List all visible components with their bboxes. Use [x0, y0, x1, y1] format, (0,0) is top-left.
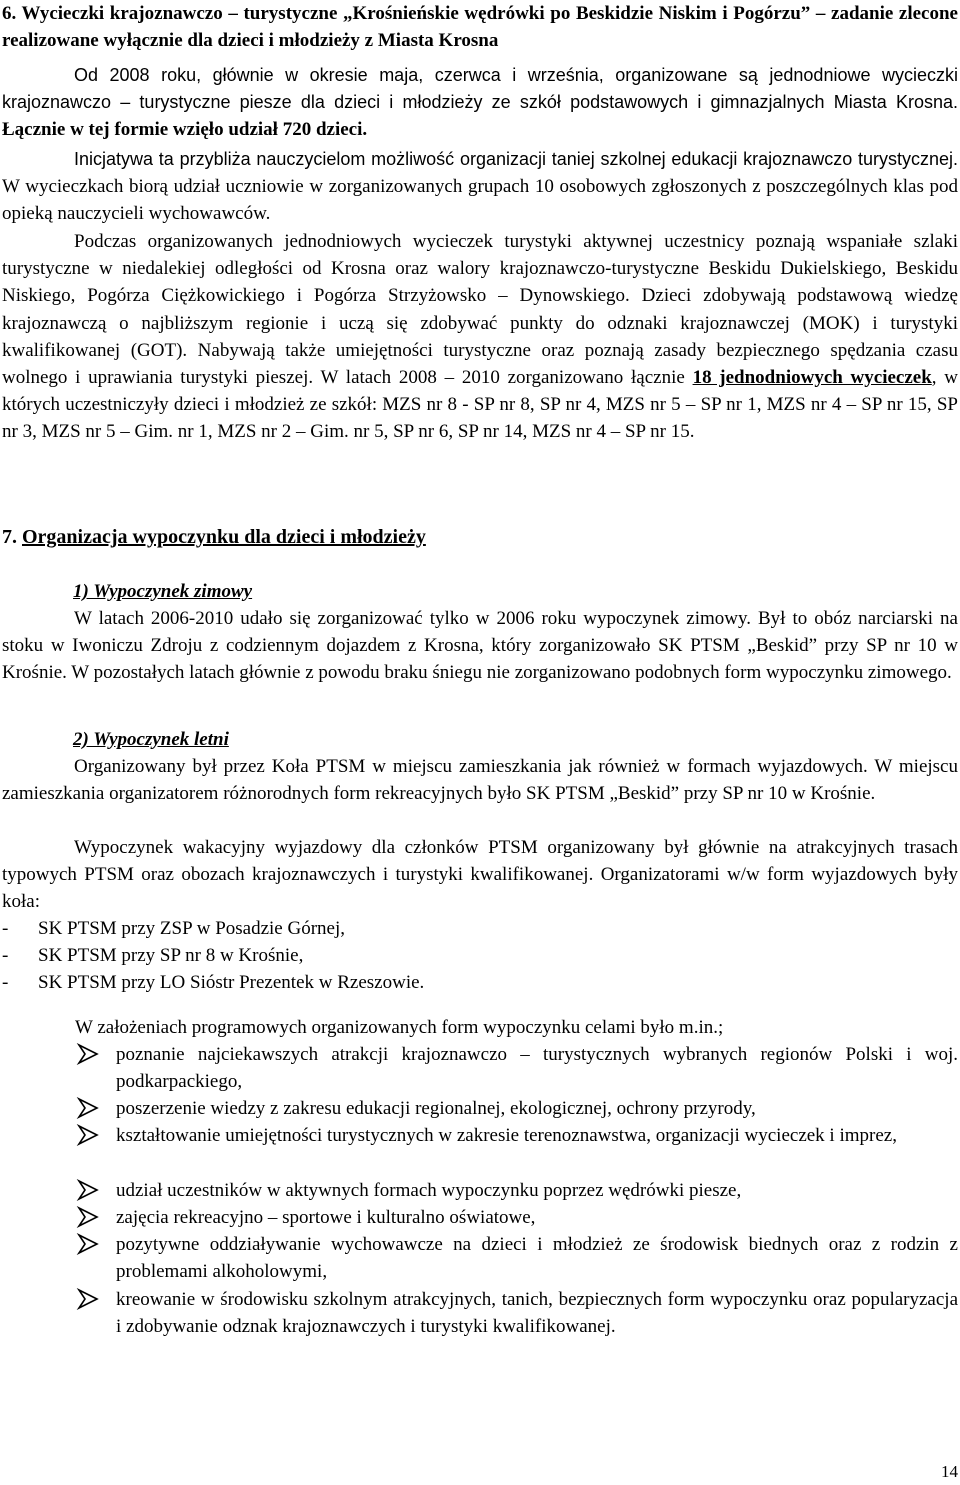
dash-marker: -	[2, 972, 9, 993]
aim-list-item: kształtowanie umiejętności turystycznych w zakresie terenoznawstwa, organizacji wycieczek i imprez,	[76, 1122, 958, 1149]
arrowhead-bullet-icon	[76, 1233, 100, 1255]
arrowhead-bullet-icon	[76, 1124, 100, 1146]
arrowhead-bullet-icon	[76, 1179, 100, 1201]
section-7-heading	[2, 524, 958, 551]
arrowhead-bullet-icon	[76, 1097, 100, 1119]
aim-list-item: kreowanie w środowisku szkolnym atrakcyjnych, tanich, bezpiecznych form wypoczynku oraz popularyzacja i zdobywanie odznak krajoznawczych i turystyki kwalifikowanej.	[76, 1286, 958, 1340]
paragraph-text: W wycieczkach biorą udział uczniowie w zorganizowanych grupach 10 osobowych zgłoszonych z poszczególnych klas pod opieką nauczycieli wychowawców.	[2, 176, 958, 225]
aims-intro: W założeniach programowych organizowanych form wypoczynku celami było m.in.;	[75, 1017, 724, 1038]
arrowhead-bullet-icon	[76, 1206, 100, 1228]
paragraph-text: Inicjatywa ta przybliża nauczycielom możliwość organizacji taniej szkolnej edukacji krajoznawczo turystycznej.	[74, 149, 958, 169]
summer-paragraph-2: Wypoczynek wakacyjny wyjazdowy dla członków PTSM organizowany był głównie na atrakcyjnych trasach typowych PTSM oraz obozach krajoznawczych i turystyki kwalifikowanej. Organizatorami w/w form wyjazdowych były koła:	[2, 837, 958, 913]
section-title: Organizacja wypoczynku dla dzieci i młodzieży	[22, 526, 426, 548]
subsection-summer-heading: 2) Wypoczynek letni	[73, 729, 229, 750]
aim-list-item: poszerzenie wiedzy z zakresu edukacji regionalnej, ekologicznej, ochrony przyrody,	[76, 1095, 958, 1122]
participants-total: Łącznie w tej formie wzięło udział 720 dzieci.	[2, 119, 368, 141]
paragraph-text: , w których uczestniczyły dzieci i młodzież ze szkół: MZS nr 8 - SP nr 8, SP nr 4, MZS nr 5 – SP nr 1, MZS nr 4 – SP nr 15, SP nr 3, MZS nr 5 – Gim. nr 1, MZS nr 2 – Gim. nr 5, SP nr 6, SP nr 14, MZS nr 4 – SP nr 15.	[2, 367, 958, 443]
section-6-paragraph-1	[2, 62, 958, 144]
aim-list-item: zajęcia rekreacyjno – sportowe i kulturalno oświatowe,	[76, 1204, 958, 1231]
section-6-paragraph-3	[2, 228, 958, 446]
organizer-list-item: - SK PTSM przy ZSP w Posadzie Górnej,	[2, 915, 902, 942]
trips-count: 18 jednodniowych wycieczek	[692, 367, 932, 389]
winter-paragraph: W latach 2006-2010 udało się zorganizować tylko w 2006 roku wypoczynek zimowy. Był to obóz narciarski na stoku w Iwoniczu Zdroju z codziennym dojazdem z Krosna, który zorganizowało SK PTSM „Beskid” przy SP nr 10 w Krośnie. W pozostałych latach głównie z powodu braku śniegu nie zorganizowano podobnych form wypoczynku zimowego.	[2, 608, 958, 684]
dash-marker: -	[2, 918, 9, 939]
section-number: 7.	[2, 526, 22, 548]
aim-list-item: poznanie najciekawszych atrakcji krajoznawczo – turystycznych wybranych regionów Polski i woj. podkarpackiego,	[76, 1041, 958, 1095]
summer-paragraph-1: Organizowany był przez Koła PTSM w miejscu zamieszkania jak również w formach wyjazdowych. W miejscu zamieszkania organizatorem różnorodnych form rekreacyjnych było SK PTSM „Beskid” przy SP nr 10 w Krośnie.	[2, 756, 958, 805]
section-6-heading: 6. Wycieczki krajoznawczo – turystyczne „Krośnieńskie wędrówki po Beskidzie Niskim i Pogórzu” – zadanie zlecone realizowane wyłącznie dla dzieci i młodzieży z Miasta Krosna	[2, 3, 958, 52]
paragraph-text: Od 2008 roku, głównie w okresie maja, czerwca i września, organizowane są jednodniowe wycieczki krajoznawczo – turystyczne piesze dla dzieci i młodzieży ze szkół podstawowych i gimnazjalnych Miasta Krosna.	[2, 65, 958, 113]
arrowhead-bullet-icon	[76, 1288, 100, 1310]
aim-list-item: pozytywne oddziaływanie wychowawcze na dzieci i młodzież ze środowisk biednych oraz z rodzin z problemami alkoholowymi,	[76, 1231, 958, 1285]
aim-list-item: udział uczestników w aktywnych formach wypoczynku poprzez wędrówki piesze,	[76, 1177, 958, 1204]
arrowhead-bullet-icon	[76, 1043, 100, 1065]
page-number: 14	[941, 1462, 958, 1481]
organizer-list-item: - SK PTSM przy LO Sióstr Prezentek w Rzeszowie.	[2, 969, 902, 996]
section-6-paragraph-2	[2, 146, 958, 228]
paragraph-text: Podczas organizowanych jednodniowych wycieczek turystyki aktywnej uczestnicy poznają wspaniałe szlaki turystyczne w niedalekiej odległości od Krosna oraz walory krajoznawczo-turystyczne Beskidu Dukielskiego, Beskidu Niskiego, Pogórza Ciężkowickiego i Pogórza Strzyżowsko – Dynowskiego. Dzieci zdobywają podstawową wiedzę krajoznawczą o najbliższym regionie i uczą się zdobywać punkty do odznaki krajoznawczej (MOK) i turystyki kwalifikowanej (GOT). Nabywają także umiejętności turystyczne oraz poznają zasady bezpiecznego spędzania czasu wolnego i uprawiania turystyki pieszej. W latach 2008 – 2010 zorganizowano łącznie	[2, 231, 958, 389]
dash-marker: -	[2, 945, 9, 966]
organizer-list-item: - SK PTSM przy SP nr 8 w Krośnie,	[2, 942, 902, 969]
subsection-winter-heading: 1) Wypoczynek zimowy	[73, 581, 253, 602]
